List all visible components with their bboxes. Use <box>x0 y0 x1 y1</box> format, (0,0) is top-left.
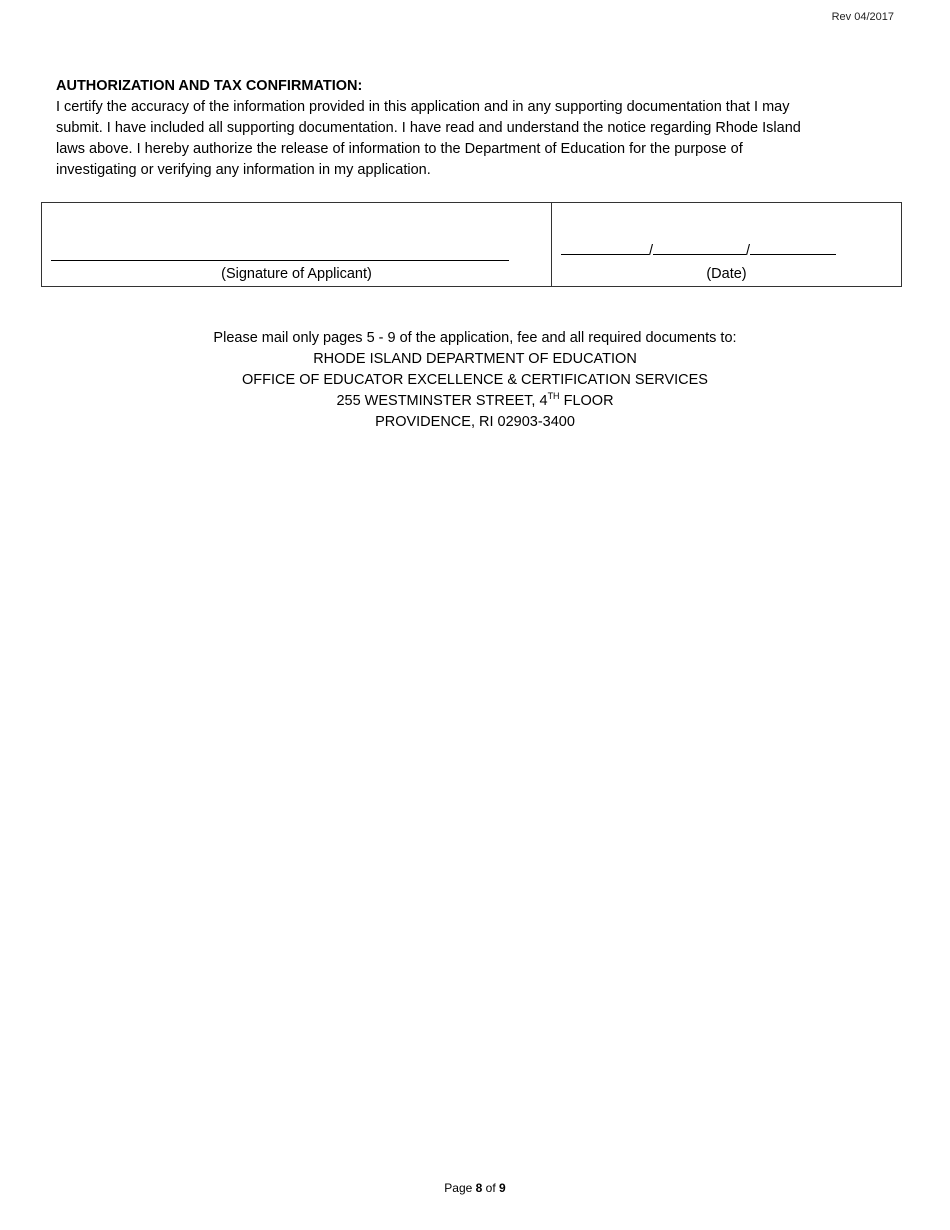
date-label: (Date) <box>706 266 747 282</box>
mailing-org: RHODE ISLAND DEPARTMENT OF EDUCATION <box>313 351 637 367</box>
street-number: 255 WESTMINSTER STREET, 4 <box>336 393 548 409</box>
date-separator: / <box>746 243 751 259</box>
mailing-instruction: Please mail only pages 5 - 9 of the application, fee and all required documents to: <box>213 330 737 346</box>
certification-line: investigating or verifying any information in my application. <box>56 162 431 178</box>
certification-line: submit. I have included all supporting documentation. I have read and understand the notice regarding Rhode Island <box>56 120 801 136</box>
signature-cell[interactable] <box>42 203 552 286</box>
total-pages: 9 <box>499 1181 506 1195</box>
floor-ordinal: TH <box>547 391 560 401</box>
date-cell[interactable] <box>552 203 901 286</box>
certification-text <box>56 97 886 181</box>
signature-label: (Signature of Applicant) <box>221 266 372 282</box>
page-word: Page <box>444 1181 476 1195</box>
mailing-city: PROVIDENCE, RI 02903-3400 <box>375 414 575 430</box>
current-page: 8 <box>475 1181 483 1195</box>
date-year-line[interactable] <box>750 254 836 255</box>
signature-line[interactable] <box>51 260 509 261</box>
date-separator: / <box>649 243 654 259</box>
mailing-office: OFFICE OF EDUCATOR EXCELLENCE & CERTIFICATION SERVICES <box>242 372 708 388</box>
date-month-line[interactable] <box>561 254 649 255</box>
date-field[interactable] <box>561 243 836 259</box>
page-number <box>0 1181 950 1195</box>
mailing-instructions <box>0 328 950 433</box>
section-title: AUTHORIZATION AND TAX CONFIRMATION: <box>56 78 363 94</box>
revision-label: Rev 04/2017 <box>831 11 894 23</box>
signature-table <box>41 202 902 287</box>
of-word: of <box>482 1181 500 1195</box>
date-day-line[interactable] <box>653 254 746 255</box>
certification-line: I certify the accuracy of the information provided in this application and in any supporting documentation that I may <box>56 99 790 115</box>
mailing-street <box>0 391 950 412</box>
certification-line: laws above. I hereby authorize the release of information to the Department of Education for the purpose of <box>56 141 743 157</box>
floor-word: FLOOR <box>559 393 614 409</box>
